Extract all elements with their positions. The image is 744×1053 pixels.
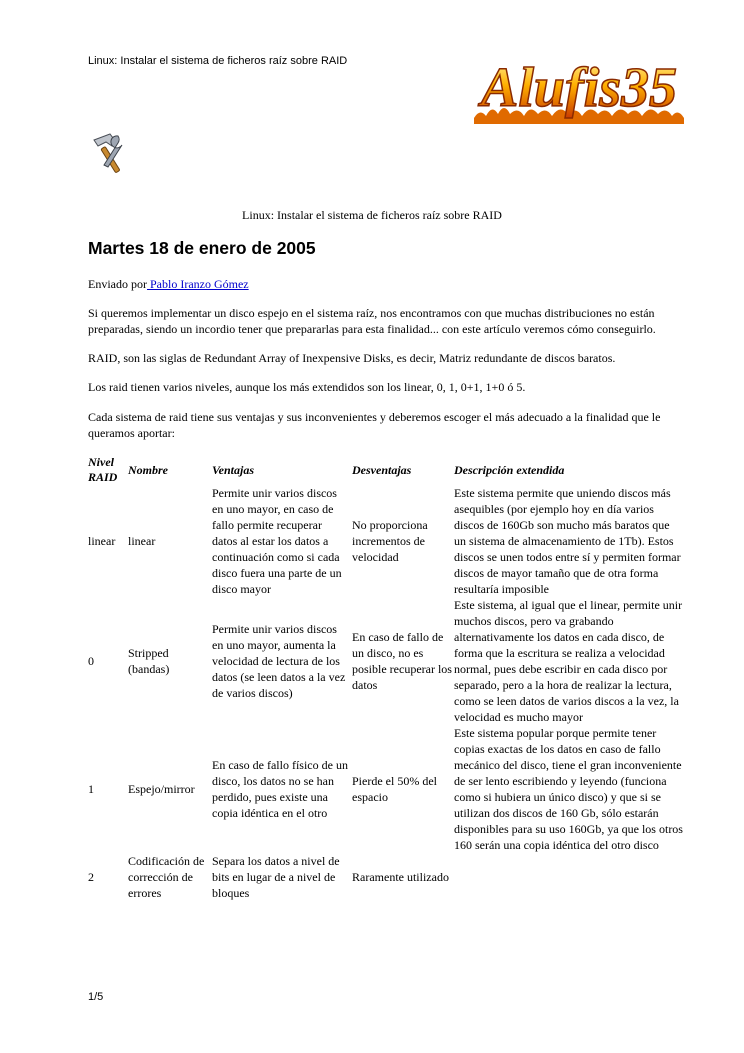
- cell-name: Espejo/mirror: [128, 782, 195, 796]
- cell-advantages: Separa los datos a nivel de bits en lugar de a nivel de bloques: [212, 854, 340, 900]
- col-header-advantages: Ventajas: [212, 462, 255, 477]
- raid-levels-table: [86, 455, 686, 901]
- raid-definition-paragraph: RAID, son las siglas de Redundant Array of Inexpensive Disks, es decir, Matriz redundante de discos baratos.: [88, 351, 616, 365]
- cell-advantages: Permite unir varios discos en uno mayor, en caso de fallo permite recuperar datos al estar los datos a continuación como si cada disco fuera una parte de un disco mayor: [212, 486, 342, 596]
- hammer-wrench-icon: [88, 130, 128, 176]
- raid-choice-paragraph: Cada sistema de raid tiene sus ventajas y sus inconvenientes y deberemos escoger el más adecuado a la finalidad que le queramos aportar:: [88, 410, 661, 440]
- raid-levels-paragraph: Los raid tienen varios niveles, aunque los más extendidos son los linear, 0, 1, 0+1, 1+0 ó 5.: [88, 380, 526, 394]
- cell-disadvantages: Pierde el 50% del espacio: [352, 774, 437, 804]
- col-header-level: Nivel RAID: [88, 455, 118, 484]
- flame-logo-icon: [470, 50, 688, 126]
- cell-description: Este sistema permite que uniendo discos más asequibles (por ejemplo hoy en día varios discos de 160Gb son mucho más baratos que un sistema de almacenamiento de 1Tb). Estos discos se unen todos entre sí y permiten formar discos de mayor tamaño que de otra forma resultaría imposible: [454, 486, 681, 596]
- cell-name: linear: [128, 534, 156, 548]
- cell-level: 0: [88, 654, 94, 668]
- page-number: 1/5: [88, 991, 104, 1003]
- cell-disadvantages: Raramente utilizado: [352, 870, 449, 884]
- cell-name: Stripped (bandas): [128, 646, 170, 676]
- table-header-row: [88, 455, 684, 485]
- running-header: Linux: Instalar el sistema de ficheros raíz sobre RAID: [88, 55, 348, 67]
- col-header-description: Descripción extendida: [454, 462, 565, 477]
- col-header-name: Nombre: [128, 462, 168, 477]
- table-row: [88, 853, 684, 901]
- cell-description: Este sistema, al igual que el linear, permite unir muchos discos, pero va grabando alternativamente los datos en cada disco, de forma que la escritura se realiza a velocidad normal, pues debe escribir en cada disco por separado, pero a la hora de realizar la lectura, como se leen datos de varios discos a la vez, la velocidad es mucho mayor: [454, 598, 683, 724]
- sent-by-prefix: Enviado por: [88, 277, 147, 291]
- page-title: Martes 18 de enero de 2005: [88, 238, 316, 258]
- cell-disadvantages: No proporciona incrementos de velocidad: [352, 518, 428, 564]
- intro-paragraph: Si queremos implementar un disco espejo en el sistema raíz, nos encontramos con que muchas distribuciones no están preparadas, siendo un incordio tener que prepararlas para esta finalidad... con este artículo veremos cómo conseguirlo.: [88, 306, 656, 336]
- cell-advantages: En caso de fallo físico de un disco, los datos no se han perdido, pues existe una copia idéntica en el otro: [212, 758, 348, 820]
- article-subtitle: Linux: Instalar el sistema de ficheros raíz sobre RAID: [242, 208, 502, 222]
- cell-disadvantages: En caso de fallo de un disco, no es posible recuperar los datos: [352, 630, 452, 692]
- svg-text:Alufis35: Alufis35: [480, 57, 678, 119]
- cell-description: Este sistema popular porque permite tener copias exactas de los datos en caso de fallo mecánico del disco, tiene el gran inconveniente de ser lento escribiendo y leyendo (funciona como si hubiera un único disco) y que si se utilizan dos discos de 160 Gb, sólo estarán disponibles para su uso 160Gb, ya que los otros 160 serán una copia idéntica del otro disco: [454, 726, 683, 852]
- table-row: [88, 485, 684, 597]
- sent-by-line: [88, 276, 663, 292]
- cell-name: Codificación de corrección de errores: [128, 854, 205, 900]
- cell-description: [454, 853, 684, 901]
- cell-level: 1: [88, 782, 94, 796]
- author-link[interactable]: Pablo Iranzo Gómez: [147, 277, 249, 291]
- cell-level: linear: [88, 534, 116, 548]
- col-header-disadvantages: Desventajas: [352, 462, 412, 477]
- cell-level: 2: [88, 870, 94, 884]
- table-row: [88, 725, 684, 853]
- cell-advantages: Permite unir varios discos en uno mayor, aumenta la velocidad de lectura de los datos (se leen datos a la vez de varios discos): [212, 622, 346, 700]
- table-row: [88, 597, 684, 725]
